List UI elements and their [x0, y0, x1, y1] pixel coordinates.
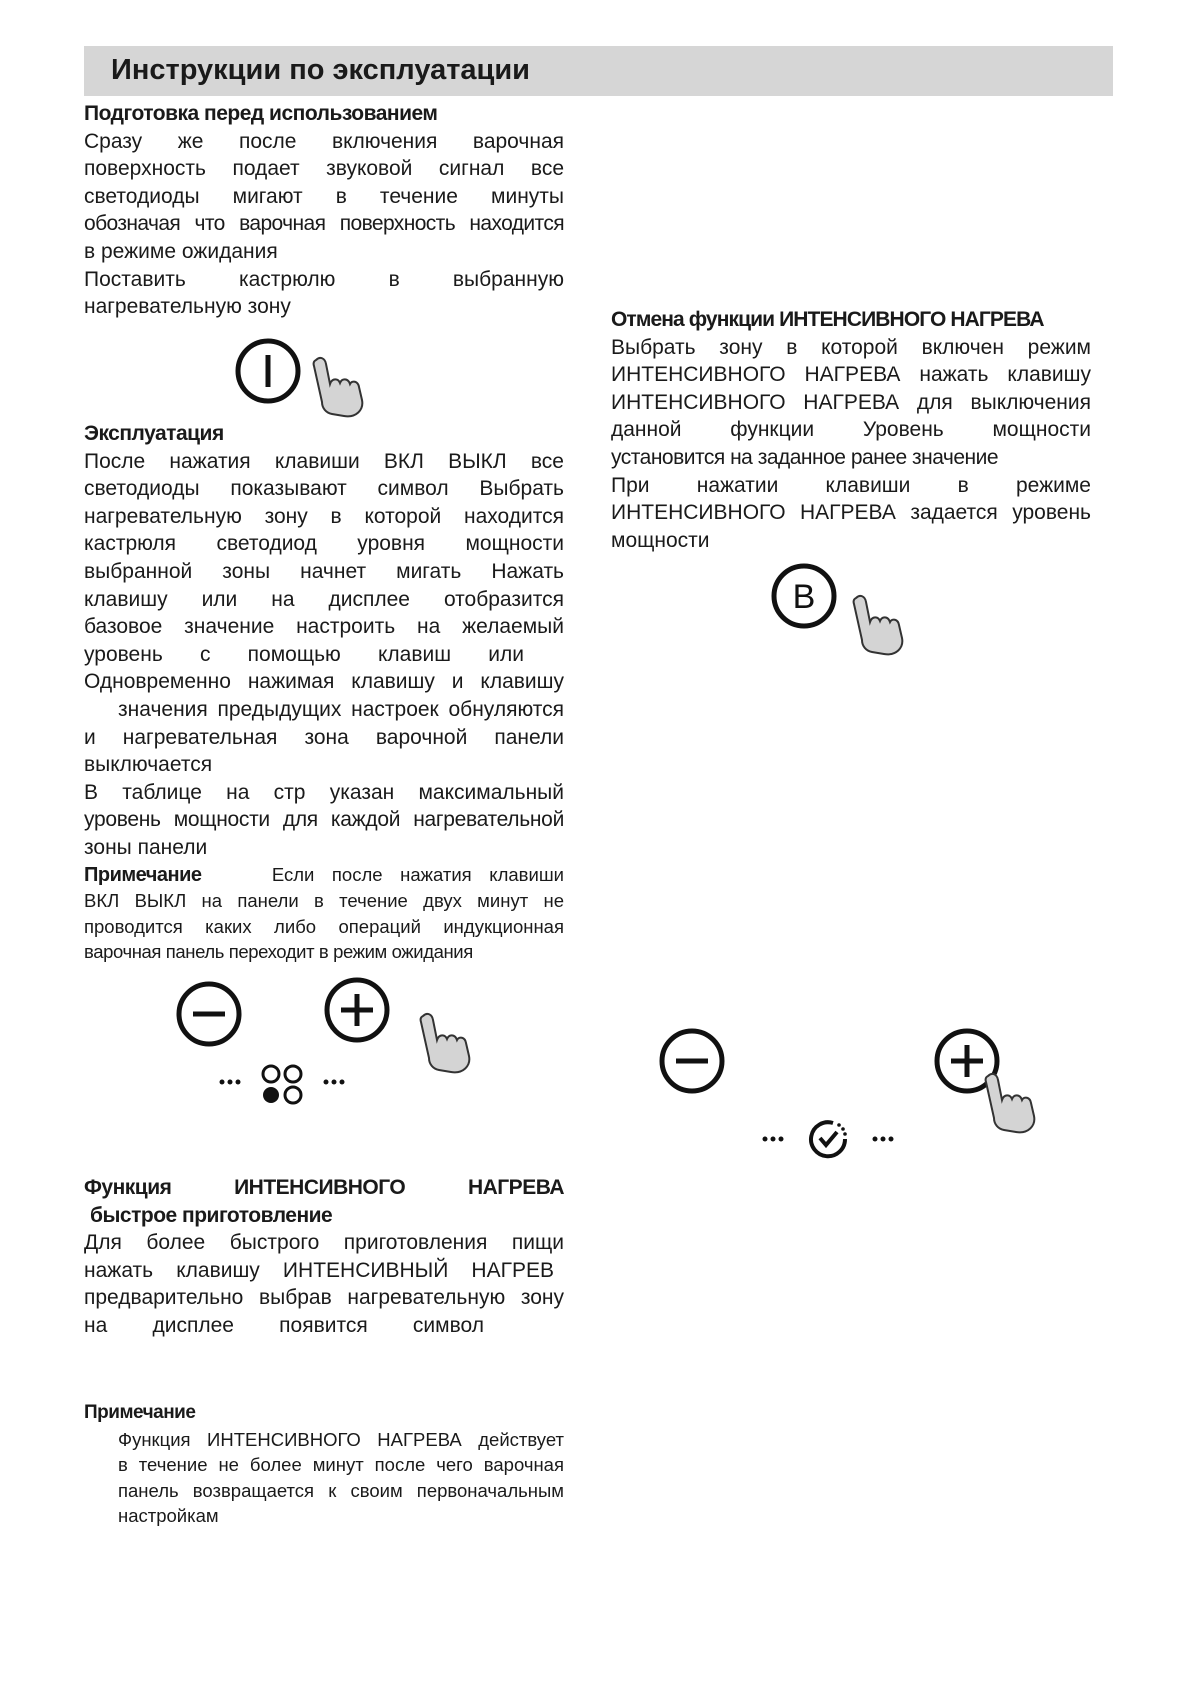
plus-key-icon [323, 976, 393, 1046]
hand-pointer-icon [848, 594, 908, 656]
heading-preparation: Подготовка перед использованием [84, 102, 438, 125]
zone-indicator-icon [215, 1060, 355, 1110]
hand-pointer-icon [308, 356, 368, 418]
text-line: В таблице на стр указан максимальный [84, 780, 564, 804]
section-cancel-boost [611, 306, 1091, 554]
minus-key-icon [658, 1027, 728, 1097]
hand-pointer-icon [415, 1012, 475, 1074]
text-line: поверхность подает звуковой сигнал все [84, 157, 564, 181]
note-label: Примечание [84, 863, 202, 886]
text-line: ИНТЕНСИВНОГО НАГРЕВА нажать клавишу [611, 363, 1091, 387]
text-line: Одновременно нажимая клавишу и клавишу [84, 670, 564, 694]
text-line: панель возвращается к своим первоначальным [118, 1479, 564, 1501]
minus-key-icon [175, 980, 245, 1050]
text-line: ВКЛ ВЫКЛ на панели в течение двух минут не [84, 890, 564, 911]
heading-operation: Эксплуатация [84, 422, 224, 445]
text-line: предварительно выбрав нагревательную зону [84, 1286, 564, 1310]
text-line: нагревательную зону [84, 295, 291, 319]
text-line: выбранной зоны начнет мигать Нажать [84, 559, 564, 583]
note-boost [84, 1399, 564, 1529]
text-line: выключается [84, 753, 213, 777]
text-line: установится на заданное ранее значение [611, 445, 999, 469]
heading-cancel-boost: Отмена функции ИНТЕНСИВНОГО НАГРЕВА [611, 308, 1044, 331]
text-line: данной функции Уровень мощности [611, 418, 1091, 442]
text-line: нагревательную зону в которой находится [84, 504, 564, 528]
text-line: ИНТЕНСИВНОГО НАГРЕВА для выключения [611, 390, 1091, 414]
note-operation [84, 862, 564, 965]
text-line: Сразу же после включения варочная [84, 129, 564, 153]
boost-key-letter: B [792, 578, 816, 616]
text-line: в режиме ожидания [84, 239, 278, 263]
text-line: клавишу или на дисплее отобразится [84, 587, 564, 611]
text-line: После нажатия клавиши ВКЛ ВЫКЛ все [84, 449, 564, 473]
text-line: светодиоды показывают символ Выбрать [84, 477, 564, 501]
text-line: нажать клавишу ИНТЕНСИВНЫЙ НАГРЕВ [84, 1258, 554, 1282]
text-line: базовое значение настроить на желаемый [84, 615, 564, 639]
page-title: Инструкции по эксплуатации [111, 54, 531, 86]
heading-boost-sub: быстрое приготовление [90, 1203, 333, 1227]
text-line: Для более быстрого приготовления пищи [84, 1231, 564, 1255]
section-preparation [84, 100, 564, 321]
note-label: Примечание [84, 1402, 196, 1423]
header-bar [84, 46, 1113, 96]
text-line: уровень мощности для каждой нагревательной [84, 808, 564, 832]
timer-indicator-icon [758, 1117, 908, 1161]
text-line: и нагревательная зона варочной панели [84, 725, 564, 749]
text-line: уровень с помощью клавиш или [84, 642, 524, 666]
text-line: значения предыдущих настроек обнуляются [118, 697, 564, 721]
section-boost [84, 1174, 564, 1340]
section-operation [84, 420, 564, 965]
text-line: зоны панели [84, 835, 208, 859]
text-line: проводится каких либо операций индукционная [84, 915, 564, 937]
text-line: Выбрать зону в которой включен режим [611, 335, 1091, 359]
text-line: варочная панель переходит в режим ожидания [84, 941, 473, 962]
text-line: кастрюля светодиод уровня мощности [84, 532, 564, 556]
text-line: ИНТЕНСИВНОГО НАГРЕВА задается уровень [611, 501, 1091, 525]
text-line: При нажатии клавиши в режиме [611, 473, 1091, 497]
text-line: в течение не более минут после чего варочная [118, 1454, 564, 1476]
text-line: Функция ИНТЕНСИВНОГО НАГРЕВА действует [118, 1428, 564, 1450]
boost-key-icon [771, 563, 841, 633]
text-line: Если после нажатия клавиши [271, 863, 564, 885]
text-line: Поставить кастрюлю в выбранную [84, 267, 564, 291]
text-line: светодиоды мигают в течение минуты [84, 184, 564, 208]
hand-pointer-icon [980, 1072, 1040, 1134]
heading-boost: Функция ИНТЕНСИВНОГО НАГРЕВА [84, 1176, 564, 1199]
text-line: на дисплее появится символ [84, 1313, 484, 1337]
text-line: обозначая что варочная поверхность находится [84, 212, 564, 236]
text-line: настройкам [118, 1505, 219, 1527]
text-line: мощности [611, 528, 710, 552]
